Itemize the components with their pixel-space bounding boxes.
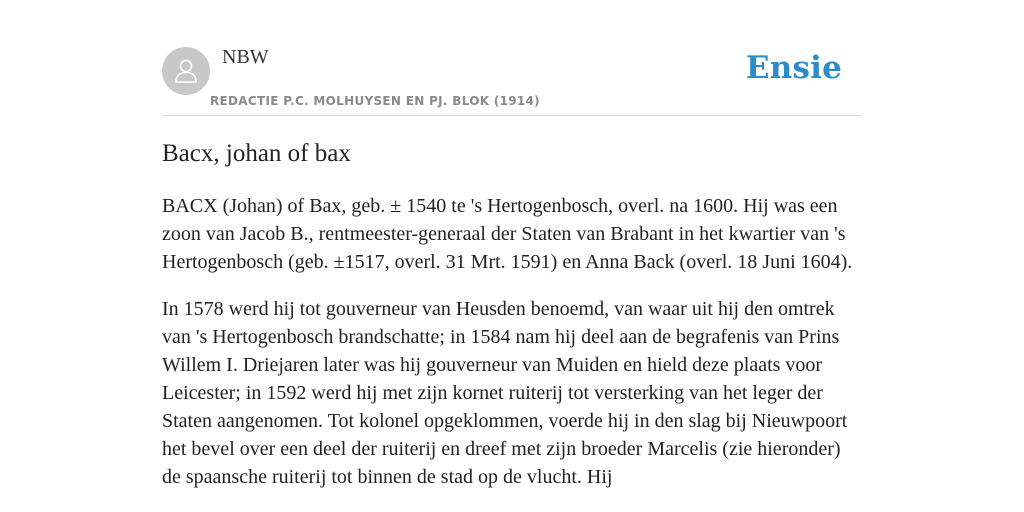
- author-name[interactable]: NBW: [222, 46, 269, 68]
- article-paragraph: In 1578 werd hij tot gouverneur van Heusden benoemd, van waar uit hij den omtrek van 's Hertogenbosch brandschatte; in 1584 nam hij deel aan de begrafenis van Prins Willem I. Driejaren later was hij gouverneur van Muiden en hield deze plaats voor Leicester; in 1592 werd hij met zijn kornet ruiterij tot versterking van het leger der Staten aangenomen. Tot kolonel opgeklommen, voerde hij in den slag bij Nieuwpoort het bevel over een deel der ruiterij en dreef met zijn broeder Marcelis (zie hieronder) de spaansche ruiterij tot binnen de stad op de vlucht. Hij: [162, 298, 848, 488]
- article-card: [162, 0, 862, 512]
- ensie-logo[interactable]: Ensie: [745, 50, 842, 86]
- article-header: [162, 0, 862, 116]
- article-title: Bacx, johan of bax: [162, 140, 351, 167]
- author-avatar[interactable]: [162, 47, 210, 95]
- publisher-credit: REDACTIE P.C. MOLHUYSEN EN PJ. BLOK (1914): [210, 94, 540, 108]
- article-body: [162, 192, 862, 510]
- user-placeholder-icon: [171, 56, 201, 86]
- article-paragraph: BACX (Johan) of Bax, geb. ± 1540 te 's Hertogenbosch, overl. na 1600. Hij was een zoon van Jacob B., rentmeester-generaal der Staten van Brabant in het kwartier van 's Hertogenbosch (geb. ±1517, overl. 31 Mrt. 1591) en Anna Back (overl. 18 Juni 1604).: [162, 195, 853, 273]
